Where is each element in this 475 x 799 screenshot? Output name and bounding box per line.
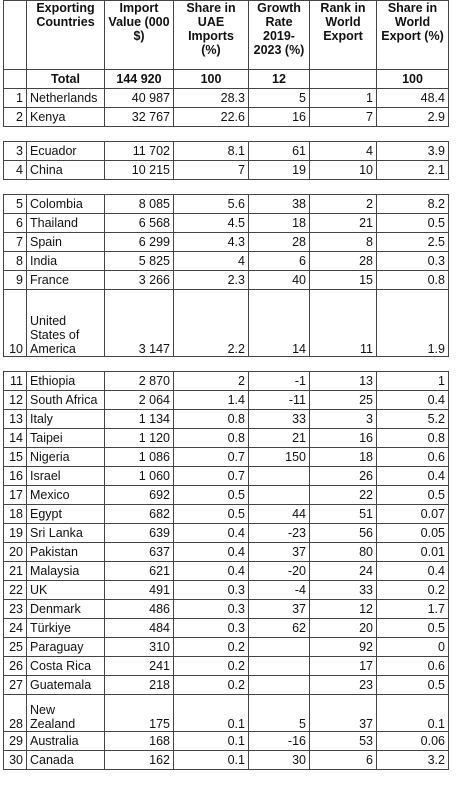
share-world-cell: 1.7 — [377, 600, 449, 619]
row-index: 25 — [4, 638, 27, 657]
growth-cell: -4 — [249, 581, 310, 600]
share-uae-cell: 28.3 — [174, 89, 249, 108]
total-index — [4, 70, 27, 89]
spacer-cell — [4, 180, 27, 195]
spacer-cell — [377, 180, 449, 195]
spacer-cell — [27, 127, 105, 142]
row-index: 6 — [4, 214, 27, 233]
share-uae-cell: 0.1 — [174, 695, 249, 732]
spacer-cell — [310, 180, 377, 195]
growth-cell: 61 — [249, 142, 310, 161]
row-index: 12 — [4, 391, 27, 410]
country-cell: Nigeria — [27, 448, 105, 467]
import-value-cell: 2 870 — [105, 372, 174, 391]
import-value-cell: 175 — [105, 695, 174, 732]
growth-cell: -23 — [249, 524, 310, 543]
share-world-cell: 48.4 — [377, 89, 449, 108]
total-share-uae: 100 — [174, 70, 249, 89]
row-index: 30 — [4, 751, 27, 770]
spacer-row — [4, 180, 449, 195]
rank-cell: 51 — [310, 505, 377, 524]
country-cell: Egypt — [27, 505, 105, 524]
row-index: 9 — [4, 271, 27, 290]
import-value-cell: 486 — [105, 600, 174, 619]
growth-cell: 62 — [249, 619, 310, 638]
import-value-cell: 637 — [105, 543, 174, 562]
rank-cell: 80 — [310, 543, 377, 562]
table-row — [4, 524, 449, 543]
row-index: 27 — [4, 676, 27, 695]
rank-cell: 28 — [310, 252, 377, 271]
table-row — [4, 638, 449, 657]
share-world-cell: 3.9 — [377, 142, 449, 161]
rank-cell: 18 — [310, 448, 377, 467]
total-share-world: 100 — [377, 70, 449, 89]
rank-cell: 3 — [310, 410, 377, 429]
spacer-row — [4, 127, 449, 142]
header-country: Exporting Countries — [27, 1, 105, 70]
country-cell: Australia — [27, 732, 105, 751]
table-row — [4, 429, 449, 448]
header-import-value: Import Value (000 $) — [105, 1, 174, 70]
spacer-cell — [105, 180, 174, 195]
country-cell: Paraguay — [27, 638, 105, 657]
share-world-cell: 0.07 — [377, 505, 449, 524]
export-table — [3, 0, 449, 770]
share-world-cell: 0.5 — [377, 486, 449, 505]
share-uae-cell: 0.2 — [174, 676, 249, 695]
import-value-cell: 491 — [105, 581, 174, 600]
share-world-cell: 0.6 — [377, 657, 449, 676]
share-world-cell: 0.4 — [377, 391, 449, 410]
share-uae-cell: 4 — [174, 252, 249, 271]
table-row — [4, 657, 449, 676]
total-import-value: 144 920 — [105, 70, 174, 89]
import-value-cell: 5 825 — [105, 252, 174, 271]
share-uae-cell: 0.3 — [174, 581, 249, 600]
row-index: 14 — [4, 429, 27, 448]
growth-cell — [249, 467, 310, 486]
spacer-cell — [249, 127, 310, 142]
share-world-cell: 1.9 — [377, 290, 449, 357]
share-uae-cell: 0.1 — [174, 751, 249, 770]
table-row — [4, 619, 449, 638]
table-row — [4, 505, 449, 524]
country-cell: Kenya — [27, 108, 105, 127]
row-index: 21 — [4, 562, 27, 581]
rank-cell: 23 — [310, 676, 377, 695]
growth-cell: -16 — [249, 732, 310, 751]
country-cell: Thailand — [27, 214, 105, 233]
country-cell: United States of America — [27, 290, 105, 357]
import-value-cell: 241 — [105, 657, 174, 676]
table-row — [4, 214, 449, 233]
share-uae-cell: 4.3 — [174, 233, 249, 252]
table-row — [4, 89, 449, 108]
rank-cell: 24 — [310, 562, 377, 581]
share-uae-cell: 8.1 — [174, 142, 249, 161]
share-uae-cell: 0.8 — [174, 410, 249, 429]
growth-cell — [249, 486, 310, 505]
header-share-world: Share in World Export (%) — [377, 1, 449, 70]
row-index: 16 — [4, 467, 27, 486]
spacer-cell — [174, 127, 249, 142]
table-row — [4, 290, 449, 357]
share-world-cell: 0.4 — [377, 562, 449, 581]
rank-cell: 22 — [310, 486, 377, 505]
country-cell: Costa Rica — [27, 657, 105, 676]
share-uae-cell: 2.3 — [174, 271, 249, 290]
share-world-cell: 0.05 — [377, 524, 449, 543]
table-row — [4, 751, 449, 770]
table-row — [4, 161, 449, 180]
share-world-cell: 0.06 — [377, 732, 449, 751]
share-world-cell: 2.1 — [377, 161, 449, 180]
spacer-cell — [105, 127, 174, 142]
rank-cell: 15 — [310, 271, 377, 290]
rank-cell: 56 — [310, 524, 377, 543]
country-cell: Guatemala — [27, 676, 105, 695]
growth-cell: -20 — [249, 562, 310, 581]
import-value-cell: 8 085 — [105, 195, 174, 214]
import-value-cell: 168 — [105, 732, 174, 751]
row-index: 24 — [4, 619, 27, 638]
share-world-cell: 0.5 — [377, 676, 449, 695]
share-uae-cell: 2 — [174, 372, 249, 391]
growth-cell: -1 — [249, 372, 310, 391]
import-value-cell: 3 147 — [105, 290, 174, 357]
growth-cell: -11 — [249, 391, 310, 410]
row-index: 13 — [4, 410, 27, 429]
spacer-cell — [27, 357, 105, 372]
rank-cell: 10 — [310, 161, 377, 180]
share-world-cell: 8.2 — [377, 195, 449, 214]
row-index: 4 — [4, 161, 27, 180]
share-world-cell: 0.2 — [377, 581, 449, 600]
total-label: Total — [27, 70, 105, 89]
country-cell: Taipei — [27, 429, 105, 448]
growth-cell: 37 — [249, 543, 310, 562]
import-value-cell: 310 — [105, 638, 174, 657]
country-cell: New Zealand — [27, 695, 105, 732]
growth-cell: 6 — [249, 252, 310, 271]
import-value-cell: 1 120 — [105, 429, 174, 448]
share-world-cell: 0.5 — [377, 214, 449, 233]
import-value-cell: 621 — [105, 562, 174, 581]
growth-cell: 28 — [249, 233, 310, 252]
rank-cell: 17 — [310, 657, 377, 676]
rank-cell: 20 — [310, 619, 377, 638]
row-index: 22 — [4, 581, 27, 600]
table-row — [4, 372, 449, 391]
share-uae-cell: 4.5 — [174, 214, 249, 233]
spacer-cell — [377, 357, 449, 372]
table-row — [4, 142, 449, 161]
spacer-cell — [105, 357, 174, 372]
share-uae-cell: 0.5 — [174, 486, 249, 505]
share-world-cell: 0.6 — [377, 448, 449, 467]
rank-cell: 7 — [310, 108, 377, 127]
share-uae-cell: 0.4 — [174, 543, 249, 562]
rank-cell: 6 — [310, 751, 377, 770]
spacer-cell — [249, 357, 310, 372]
share-uae-cell: 0.5 — [174, 505, 249, 524]
share-world-cell: 5.2 — [377, 410, 449, 429]
country-cell: France — [27, 271, 105, 290]
country-cell: Canada — [27, 751, 105, 770]
country-cell: Denmark — [27, 600, 105, 619]
table-row — [4, 543, 449, 562]
spacer-cell — [310, 357, 377, 372]
share-uae-cell: 0.3 — [174, 600, 249, 619]
table-row — [4, 252, 449, 271]
country-cell: Israel — [27, 467, 105, 486]
share-uae-cell: 22.6 — [174, 108, 249, 127]
import-value-cell: 639 — [105, 524, 174, 543]
country-cell: Spain — [27, 233, 105, 252]
growth-cell: 5 — [249, 695, 310, 732]
rank-cell: 21 — [310, 214, 377, 233]
share-uae-cell: 0.2 — [174, 657, 249, 676]
table-row — [4, 271, 449, 290]
header-share-uae: Share in UAE Imports (%) — [174, 1, 249, 70]
table-row — [4, 676, 449, 695]
country-cell: Mexico — [27, 486, 105, 505]
growth-cell: 44 — [249, 505, 310, 524]
table-row — [4, 448, 449, 467]
country-cell: Ethiopia — [27, 372, 105, 391]
row-index: 23 — [4, 600, 27, 619]
country-cell: Sri Lanka — [27, 524, 105, 543]
import-value-cell: 1 134 — [105, 410, 174, 429]
header-rank: Rank in World Export — [310, 1, 377, 70]
row-index: 3 — [4, 142, 27, 161]
import-value-cell: 218 — [105, 676, 174, 695]
row-index: 28 — [4, 695, 27, 732]
growth-cell — [249, 638, 310, 657]
growth-cell: 33 — [249, 410, 310, 429]
spacer-cell — [310, 127, 377, 142]
rank-cell: 2 — [310, 195, 377, 214]
spacer-cell — [377, 127, 449, 142]
row-index: 18 — [4, 505, 27, 524]
rank-cell: 33 — [310, 581, 377, 600]
header-growth: Growth Rate 2019-2023 (%) — [249, 1, 310, 70]
table-row — [4, 486, 449, 505]
rank-cell: 26 — [310, 467, 377, 486]
share-world-cell: 1 — [377, 372, 449, 391]
share-world-cell: 2.5 — [377, 233, 449, 252]
country-cell: Netherlands — [27, 89, 105, 108]
rank-cell: 13 — [310, 372, 377, 391]
country-cell: South Africa — [27, 391, 105, 410]
spacer-row — [4, 357, 449, 372]
rank-cell: 12 — [310, 600, 377, 619]
total-rank — [310, 70, 377, 89]
table-row — [4, 600, 449, 619]
rank-cell: 1 — [310, 89, 377, 108]
growth-cell: 16 — [249, 108, 310, 127]
spacer-cell — [174, 357, 249, 372]
row-index: 20 — [4, 543, 27, 562]
growth-cell: 14 — [249, 290, 310, 357]
row-index: 29 — [4, 732, 27, 751]
share-world-cell: 3.2 — [377, 751, 449, 770]
row-index: 1 — [4, 89, 27, 108]
total-growth: 12 — [249, 70, 310, 89]
import-value-cell: 1 060 — [105, 467, 174, 486]
growth-cell: 19 — [249, 161, 310, 180]
country-cell: UK — [27, 581, 105, 600]
spacer-cell — [27, 180, 105, 195]
country-cell: Ecuador — [27, 142, 105, 161]
growth-cell: 37 — [249, 600, 310, 619]
share-uae-cell: 7 — [174, 161, 249, 180]
table-row — [4, 108, 449, 127]
rank-cell: 92 — [310, 638, 377, 657]
share-world-cell: 0.8 — [377, 429, 449, 448]
import-value-cell: 32 767 — [105, 108, 174, 127]
row-index: 26 — [4, 657, 27, 676]
header-index — [4, 1, 27, 70]
table-row — [4, 581, 449, 600]
share-uae-cell: 0.7 — [174, 448, 249, 467]
import-value-cell: 692 — [105, 486, 174, 505]
share-uae-cell: 1.4 — [174, 391, 249, 410]
growth-cell: 40 — [249, 271, 310, 290]
row-index: 10 — [4, 290, 27, 357]
spacer-cell — [4, 357, 27, 372]
table-row — [4, 195, 449, 214]
country-cell: India — [27, 252, 105, 271]
import-value-cell: 484 — [105, 619, 174, 638]
growth-cell: 38 — [249, 195, 310, 214]
import-value-cell: 40 987 — [105, 89, 174, 108]
share-uae-cell: 0.7 — [174, 467, 249, 486]
table-row — [4, 695, 449, 732]
table-row — [4, 732, 449, 751]
rank-cell: 53 — [310, 732, 377, 751]
spacer-cell — [4, 127, 27, 142]
share-uae-cell: 0.3 — [174, 619, 249, 638]
spacer-cell — [174, 180, 249, 195]
growth-cell: 21 — [249, 429, 310, 448]
share-uae-cell: 0.8 — [174, 429, 249, 448]
import-value-cell: 162 — [105, 751, 174, 770]
total-row — [4, 70, 449, 89]
import-value-cell: 6 299 — [105, 233, 174, 252]
table-row — [4, 467, 449, 486]
share-world-cell: 0.3 — [377, 252, 449, 271]
rank-cell: 16 — [310, 429, 377, 448]
header-row — [4, 1, 449, 70]
share-world-cell: 0 — [377, 638, 449, 657]
rank-cell: 11 — [310, 290, 377, 357]
row-index: 8 — [4, 252, 27, 271]
import-value-cell: 6 568 — [105, 214, 174, 233]
share-uae-cell: 0.4 — [174, 562, 249, 581]
import-value-cell: 682 — [105, 505, 174, 524]
row-index: 19 — [4, 524, 27, 543]
table-row — [4, 233, 449, 252]
share-uae-cell: 0.1 — [174, 732, 249, 751]
rank-cell: 37 — [310, 695, 377, 732]
row-index: 2 — [4, 108, 27, 127]
country-cell: Pakistan — [27, 543, 105, 562]
table-row — [4, 391, 449, 410]
growth-cell — [249, 676, 310, 695]
growth-cell — [249, 657, 310, 676]
row-index: 7 — [4, 233, 27, 252]
country-cell: China — [27, 161, 105, 180]
import-value-cell: 11 702 — [105, 142, 174, 161]
rank-cell: 25 — [310, 391, 377, 410]
row-index: 5 — [4, 195, 27, 214]
import-value-cell: 1 086 — [105, 448, 174, 467]
import-value-cell: 3 266 — [105, 271, 174, 290]
import-value-cell: 2 064 — [105, 391, 174, 410]
spacer-cell — [249, 180, 310, 195]
country-cell: Türkiye — [27, 619, 105, 638]
share-world-cell: 2.9 — [377, 108, 449, 127]
share-world-cell: 0.01 — [377, 543, 449, 562]
share-uae-cell: 2.2 — [174, 290, 249, 357]
share-world-cell: 0.1 — [377, 695, 449, 732]
country-cell: Italy — [27, 410, 105, 429]
share-world-cell: 0.4 — [377, 467, 449, 486]
growth-cell: 18 — [249, 214, 310, 233]
row-index: 11 — [4, 372, 27, 391]
country-cell: Colombia — [27, 195, 105, 214]
table-row — [4, 410, 449, 429]
growth-cell: 30 — [249, 751, 310, 770]
table-row — [4, 562, 449, 581]
rank-cell: 4 — [310, 142, 377, 161]
share-uae-cell: 5.6 — [174, 195, 249, 214]
share-world-cell: 0.8 — [377, 271, 449, 290]
country-cell: Malaysia — [27, 562, 105, 581]
rank-cell: 8 — [310, 233, 377, 252]
row-index: 17 — [4, 486, 27, 505]
row-index: 15 — [4, 448, 27, 467]
share-uae-cell: 0.2 — [174, 638, 249, 657]
share-world-cell: 0.5 — [377, 619, 449, 638]
import-value-cell: 10 215 — [105, 161, 174, 180]
share-uae-cell: 0.4 — [174, 524, 249, 543]
growth-cell: 5 — [249, 89, 310, 108]
growth-cell: 150 — [249, 448, 310, 467]
